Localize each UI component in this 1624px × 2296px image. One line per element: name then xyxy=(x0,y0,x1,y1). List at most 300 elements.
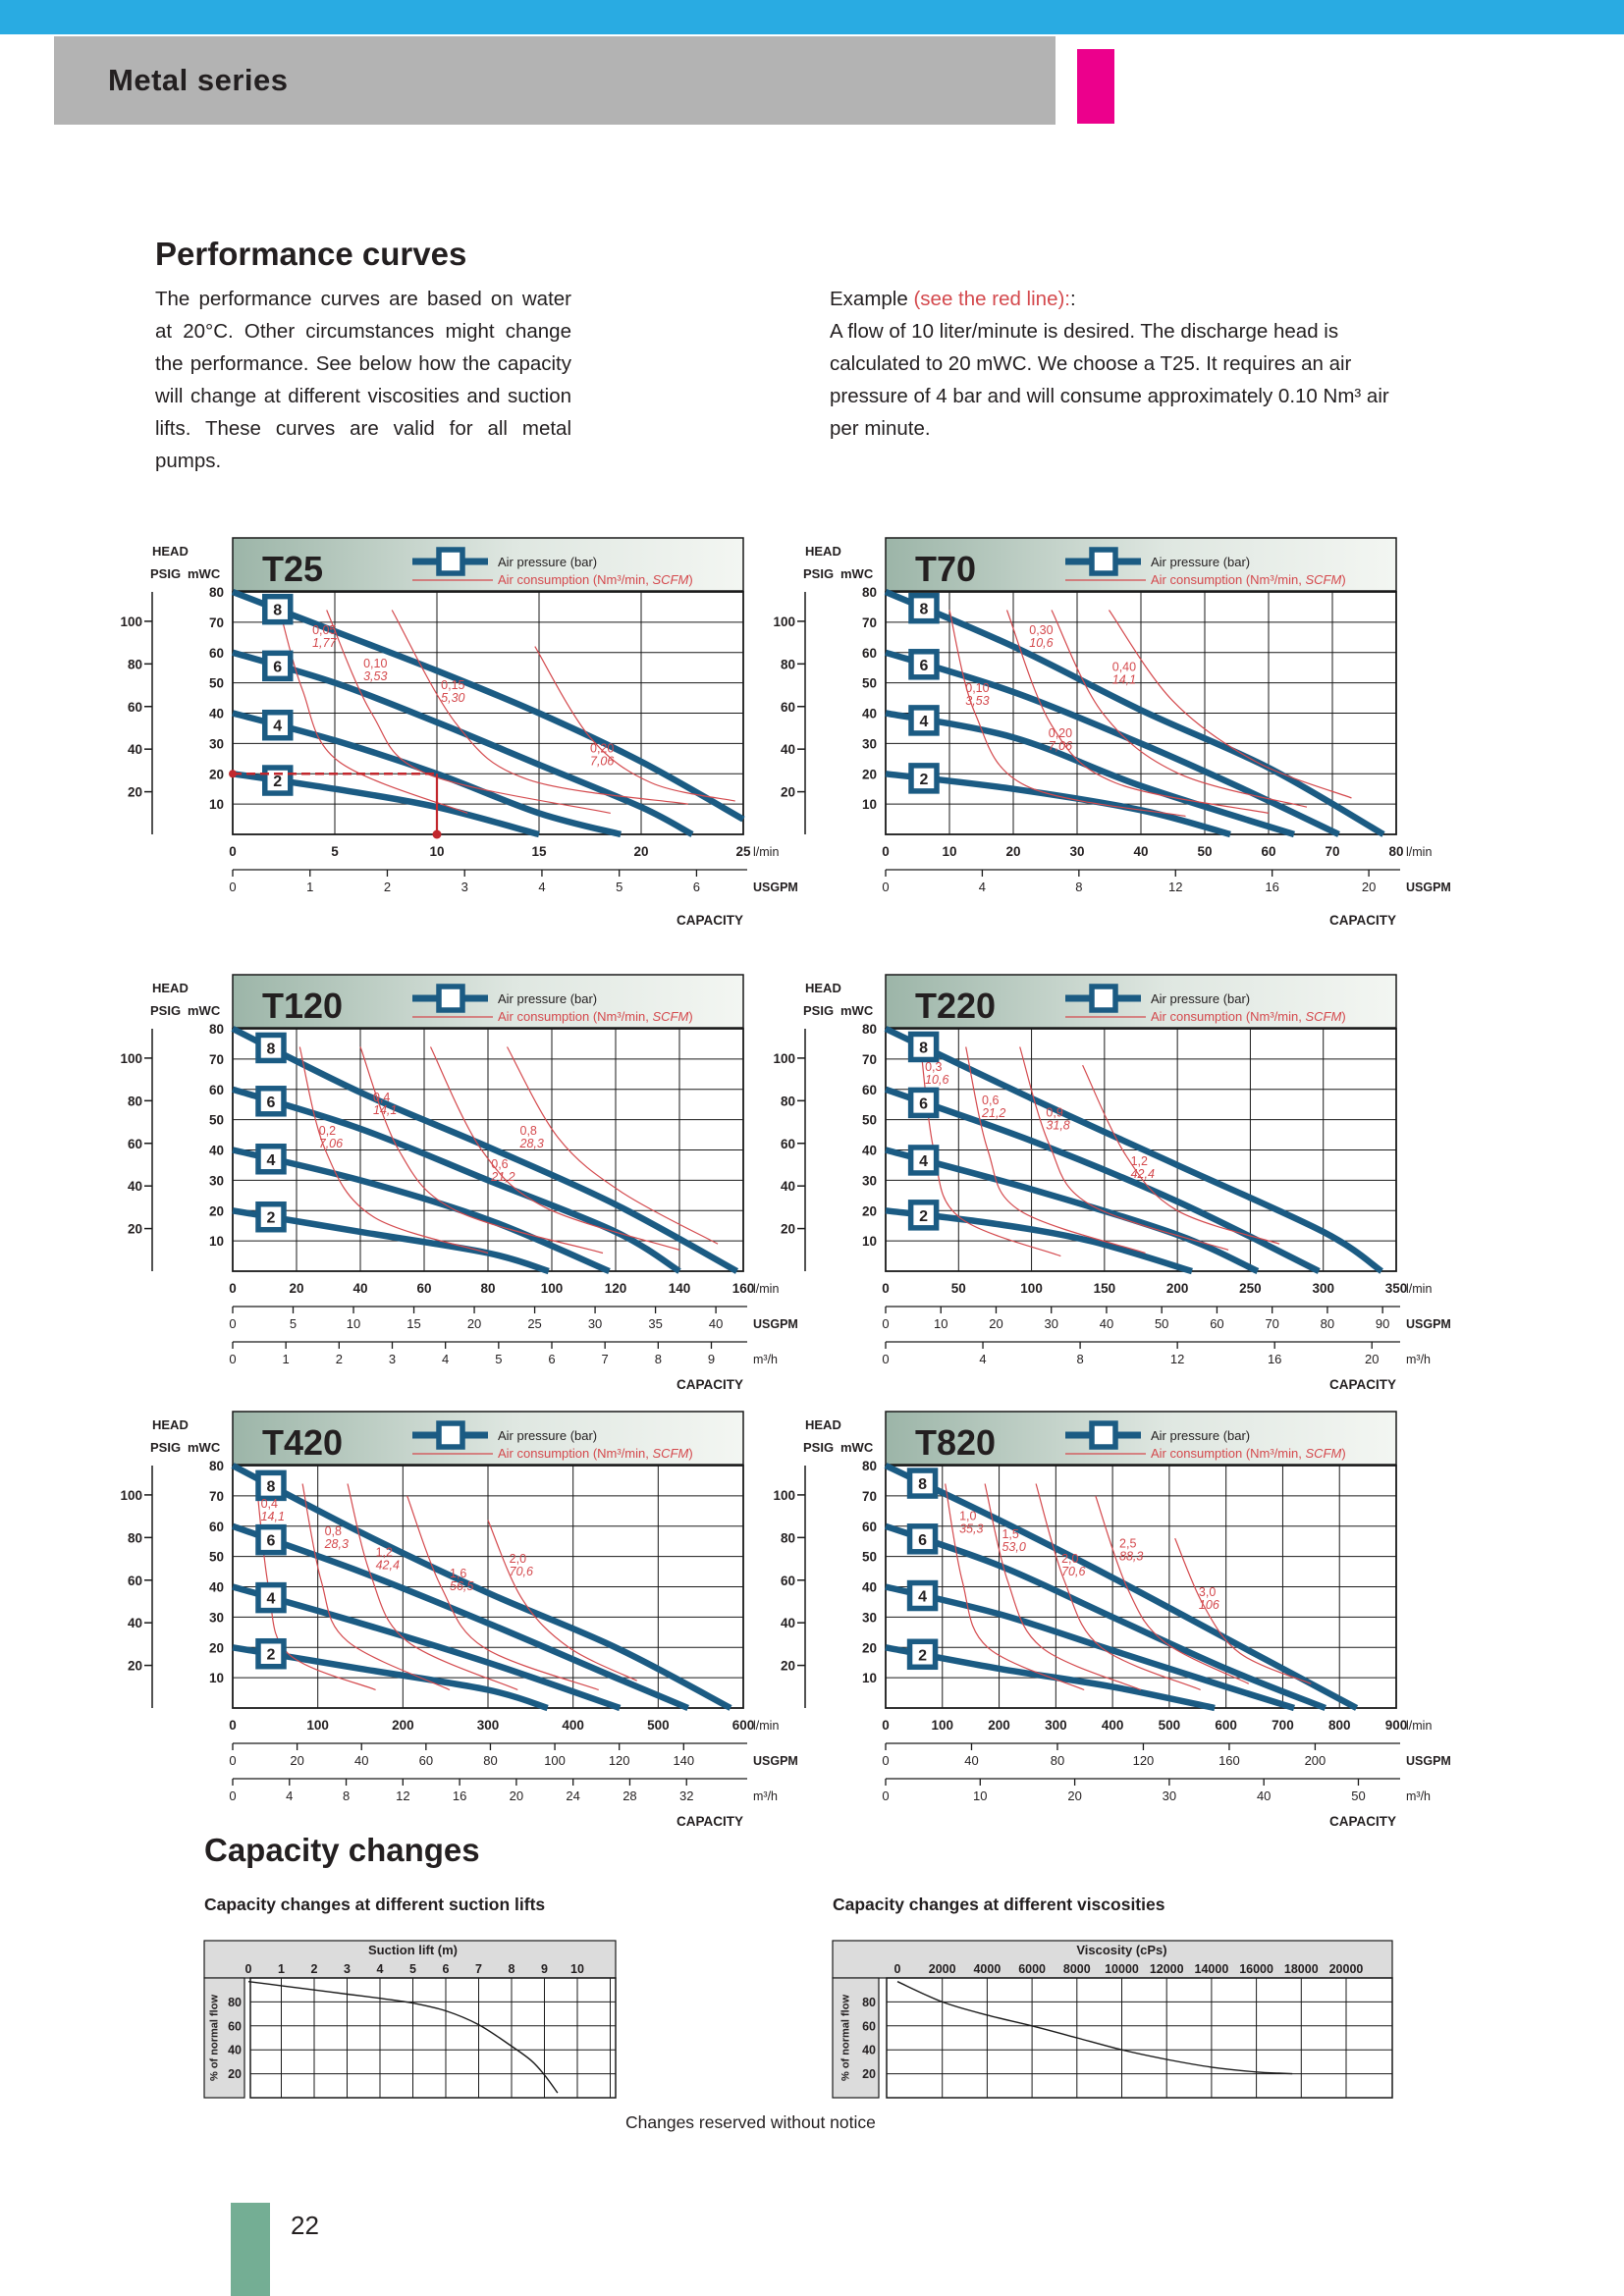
mwc-tick-label: 20 xyxy=(861,767,877,782)
chart-t420 xyxy=(120,1406,800,1842)
m3h-tick-label: 5 xyxy=(495,1352,503,1366)
x-tick-label: 10000 xyxy=(1105,1962,1139,1976)
consumption-value-scfm: 3,53 xyxy=(363,669,388,684)
svg-text:20: 20 xyxy=(127,1221,142,1237)
svg-text:80: 80 xyxy=(780,1530,795,1546)
lmin-tick-label: 500 xyxy=(647,1718,670,1733)
m3h-tick-label: 16 xyxy=(1267,1352,1282,1366)
mwc-axis-label: mWC xyxy=(840,566,874,581)
head-axis-label: HEAD xyxy=(152,1417,189,1432)
legend-consumption-label: Air consumption (Nm³/min, SCFM) xyxy=(1151,572,1346,587)
usgpm-tick-label: 16 xyxy=(1265,880,1279,894)
usgpm-tick-label: 1 xyxy=(306,880,314,894)
lmin-tick-label: 20 xyxy=(1005,844,1021,859)
pump-model-title: T70 xyxy=(915,549,977,589)
x-scales xyxy=(229,1281,798,1392)
example-red-note: (see the red line): xyxy=(913,288,1070,310)
psig-axis-label: PSIG xyxy=(803,1440,835,1455)
x-tick-label: 7 xyxy=(475,1962,482,1976)
m3h-tick-label: 30 xyxy=(1162,1789,1177,1803)
pressure-box-value: 4 xyxy=(273,718,283,735)
lmin-tick-label: 200 xyxy=(392,1718,414,1733)
consumption-value-nm3: 1,0 xyxy=(959,1509,977,1523)
lmin-tick-label: 400 xyxy=(1101,1718,1124,1733)
psig-axis xyxy=(120,592,152,834)
lmin-tick-label: 150 xyxy=(1093,1281,1116,1296)
legend-consumption-label: Air consumption (Nm³/min, SCFM) xyxy=(498,1009,693,1024)
mwc-tick-label: 50 xyxy=(861,1549,877,1565)
mwc-tick-label: 50 xyxy=(861,675,877,691)
legend-pressure-label: Air pressure (bar) xyxy=(1151,991,1251,1006)
consumption-value-nm3: 0,2 xyxy=(318,1124,337,1139)
m3h-tick-label: 50 xyxy=(1351,1789,1366,1803)
consumption-value-scfm: 21,2 xyxy=(491,1170,515,1185)
m3h-tick-label: 0 xyxy=(229,1352,237,1366)
mwc-tick-label: 80 xyxy=(208,585,224,600)
lmin-tick-label: 50 xyxy=(1197,844,1213,859)
mwc-axis-label: mWC xyxy=(840,1440,874,1455)
m3h-unit-label: m³/h xyxy=(1406,1353,1431,1366)
lmin-tick-label: 400 xyxy=(562,1718,584,1733)
mwc-tick-label: 60 xyxy=(861,1082,877,1097)
mwc-tick-label: 70 xyxy=(861,1488,877,1504)
usgpm-tick-label: 60 xyxy=(418,1753,434,1768)
mwc-tick-label: 60 xyxy=(208,1082,224,1097)
svg-text:80: 80 xyxy=(127,1530,142,1546)
consumption-curve xyxy=(1175,1538,1312,1683)
svg-text:80: 80 xyxy=(780,657,795,672)
example-prefix: Example xyxy=(830,288,914,310)
capacity-axis-label: CAPACITY xyxy=(1328,1814,1396,1829)
y-tick-label: 40 xyxy=(228,2043,242,2057)
usgpm-tick-label: 3 xyxy=(460,880,468,894)
usgpm-tick-label: 100 xyxy=(544,1753,566,1768)
lmin-tick-label: 60 xyxy=(1261,844,1276,859)
consumption-value-nm3: 1,5 xyxy=(1001,1527,1019,1542)
lmin-tick-label: 160 xyxy=(731,1281,755,1296)
lmin-tick-label: 700 xyxy=(1272,1718,1294,1733)
mwc-tick-label: 80 xyxy=(861,585,877,600)
psig-axis xyxy=(773,1029,805,1271)
usgpm-tick-label: 50 xyxy=(1154,1316,1169,1331)
consumption-value-scfm: 106 xyxy=(1198,1597,1219,1612)
mwc-tick-label: 60 xyxy=(208,1519,224,1534)
psig-axis xyxy=(120,1029,152,1271)
air-pressure-legend-icon xyxy=(1092,1423,1115,1447)
mwc-tick-label: 30 xyxy=(208,1610,224,1626)
usgpm-tick-label: 30 xyxy=(587,1316,603,1331)
usgpm-tick-label: 140 xyxy=(673,1753,695,1768)
x-tick-label: 16000 xyxy=(1239,1962,1273,1976)
consumption-value-nm3: 0,8 xyxy=(519,1124,537,1139)
mwc-tick-label: 30 xyxy=(861,736,877,752)
consumption-curves xyxy=(280,611,735,814)
mwc-tick-label: 40 xyxy=(208,706,224,721)
mwc-tick-label: 80 xyxy=(208,1459,224,1473)
lmin-tick-label: 30 xyxy=(1069,844,1085,859)
lmin-tick-label: 10 xyxy=(942,844,957,859)
mwc-tick-label: 70 xyxy=(208,614,224,630)
mwc-tick-label: 40 xyxy=(861,1143,877,1158)
m3h-tick-label: 8 xyxy=(1076,1352,1084,1366)
mwc-tick-label: 30 xyxy=(208,1173,224,1189)
mwc-axis-label: mWC xyxy=(188,1003,221,1018)
m3h-tick-label: 6 xyxy=(548,1352,556,1366)
x-tick-label: 4000 xyxy=(973,1962,1001,1976)
x-tick-label: 18000 xyxy=(1283,1962,1319,1976)
mwc-tick-label: 60 xyxy=(861,1519,877,1534)
pressure-box-value: 6 xyxy=(266,1094,276,1111)
mwc-axis-label: mWC xyxy=(188,1440,221,1455)
lmin-tick-label: 100 xyxy=(1020,1281,1043,1296)
m3h-tick-label: 2 xyxy=(335,1352,343,1366)
m3h-tick-label: 20 xyxy=(509,1789,524,1803)
lmin-tick-label: 20 xyxy=(633,844,649,859)
pressure-box-value: 6 xyxy=(918,1531,928,1549)
lmin-tick-label: 80 xyxy=(1388,844,1404,859)
svg-text:100: 100 xyxy=(773,1487,795,1503)
usgpm-tick-label: 5 xyxy=(616,880,623,894)
capacity-axis-label: CAPACITY xyxy=(676,913,743,928)
usgpm-unit-label: USGPM xyxy=(1406,881,1451,894)
consumption-value-nm3: 1,6 xyxy=(450,1567,467,1581)
consumption-value-scfm: 70,6 xyxy=(1061,1564,1086,1578)
mwc-axis-label: mWC xyxy=(188,566,221,581)
air-pressure-legend-icon xyxy=(439,550,462,573)
mwc-tick-label: 20 xyxy=(861,1203,877,1219)
page-number: 22 xyxy=(291,2211,319,2240)
mwc-tick-label: 10 xyxy=(208,1234,224,1250)
svg-text:40: 40 xyxy=(127,1179,142,1195)
x-tick-label: 0 xyxy=(893,1962,901,1976)
pump-model-title: T220 xyxy=(915,986,997,1026)
top-accent-bar xyxy=(0,0,1624,34)
x-scales xyxy=(229,1718,798,1829)
mwc-tick-label: 50 xyxy=(861,1112,877,1128)
m3h-tick-label: 40 xyxy=(1256,1789,1272,1803)
usgpm-tick-label: 60 xyxy=(1210,1316,1224,1331)
usgpm-tick-label: 40 xyxy=(353,1753,369,1768)
lmin-tick-label: 300 xyxy=(1045,1718,1067,1733)
lmin-tick-label: 120 xyxy=(604,1281,627,1296)
chart-t25 xyxy=(120,532,800,969)
psig-axis xyxy=(120,1466,152,1708)
lmin-tick-label: 100 xyxy=(540,1281,564,1296)
lmin-tick-label: 10 xyxy=(429,844,445,859)
usgpm-tick-label: 80 xyxy=(483,1753,498,1768)
usgpm-tick-label: 20 xyxy=(290,1753,304,1768)
usgpm-unit-label: USGPM xyxy=(1406,1754,1451,1768)
legend-pressure-label: Air pressure (bar) xyxy=(1151,1428,1251,1443)
example-body: A flow of 10 liter/minute is desired. The discharge head is calculated to 20 mWC. We choose a T25. It requires an air pressure of 4 bar and will consume approximately 0.10 Nm³ air per minute. xyxy=(830,320,1389,440)
consumption-value-scfm: 56,5 xyxy=(450,1579,474,1594)
pressure-box-value: 2 xyxy=(918,1647,928,1665)
x-tick-label: 20000 xyxy=(1328,1962,1364,1976)
lmin-tick-label: 25 xyxy=(735,844,751,859)
lmin-tick-label: 0 xyxy=(882,1281,890,1296)
usgpm-tick-label: 80 xyxy=(1050,1753,1065,1768)
lmin-tick-label: 900 xyxy=(1384,1718,1408,1733)
consumption-value-scfm: 10,6 xyxy=(1029,636,1054,651)
pump-model-title: T820 xyxy=(915,1422,997,1463)
svg-text:20: 20 xyxy=(127,1658,142,1674)
usgpm-unit-label: USGPM xyxy=(1406,1317,1451,1331)
air-pressure-legend-icon xyxy=(439,987,462,1010)
capacity-curve xyxy=(897,1982,1292,2074)
mwc-tick-label: 40 xyxy=(861,706,877,721)
svg-text:20: 20 xyxy=(780,1221,795,1237)
m3h-unit-label: m³/h xyxy=(1406,1789,1431,1803)
svg-text:80: 80 xyxy=(127,1094,142,1109)
consumption-value-nm3: 0,4 xyxy=(373,1091,391,1105)
consumption-value-nm3: 0,8 xyxy=(324,1524,342,1539)
usgpm-tick-label: 12 xyxy=(1168,880,1183,894)
x-tick-label: 9 xyxy=(541,1962,548,1976)
magenta-accent-square xyxy=(1077,49,1114,124)
legend-pressure-label: Air pressure (bar) xyxy=(498,991,598,1006)
legend-consumption-label: Air consumption (Nm³/min, SCFM) xyxy=(498,1446,693,1461)
air-pressure-legend-icon xyxy=(1092,987,1115,1010)
x-tick-label: 6 xyxy=(442,1962,450,1976)
lmin-tick-label: 40 xyxy=(1133,844,1149,859)
svg-text:20: 20 xyxy=(780,784,795,800)
x-tick-label: 5 xyxy=(409,1962,416,1976)
consumption-value-nm3: 0,40 xyxy=(1111,660,1137,674)
x-tick-label: 4 xyxy=(376,1962,384,1976)
lmin-unit-label: l/min xyxy=(1406,1282,1433,1296)
svg-text:40: 40 xyxy=(780,1179,795,1195)
m3h-tick-label: 24 xyxy=(566,1789,580,1803)
lmin-tick-label: 100 xyxy=(931,1718,954,1733)
usgpm-tick-label: 4 xyxy=(538,880,546,894)
pressure-box-value: 4 xyxy=(919,713,929,730)
consumption-value-scfm: 42,4 xyxy=(375,1558,400,1573)
m3h-tick-label: 3 xyxy=(388,1352,397,1366)
air-pressure-legend-icon xyxy=(1092,550,1115,573)
mwc-axis-label: mWC xyxy=(840,1003,874,1018)
consumption-value-scfm: 10,6 xyxy=(925,1073,949,1088)
consumption-value-scfm: 14,1 xyxy=(373,1103,398,1118)
consumption-value-nm3: 1,2 xyxy=(375,1545,393,1560)
m3h-tick-label: 8 xyxy=(654,1352,662,1366)
svg-text:80: 80 xyxy=(127,657,142,672)
x-tick-label: 6000 xyxy=(1018,1962,1047,1976)
m3h-tick-label: 10 xyxy=(973,1789,988,1803)
x-tick-label: 8000 xyxy=(1062,1962,1091,1976)
usgpm-tick-label: 120 xyxy=(1132,1753,1155,1768)
lmin-tick-label: 0 xyxy=(229,844,237,859)
mwc-tick-label: 60 xyxy=(208,645,224,661)
mwc-tick-label: 50 xyxy=(208,675,224,691)
pressure-box-value: 6 xyxy=(919,657,929,674)
usgpm-tick-label: 10 xyxy=(346,1316,361,1331)
lmin-tick-label: 200 xyxy=(988,1718,1010,1733)
svg-text:60: 60 xyxy=(780,1136,795,1151)
x-tick-label: 10 xyxy=(570,1962,584,1976)
pump-model-title: T25 xyxy=(262,549,324,589)
x-tick-label: 3 xyxy=(344,1962,351,1976)
m3h-tick-label: 9 xyxy=(707,1352,716,1366)
capacity-chart-viscosity xyxy=(825,1929,1414,2110)
mwc-tick-label: 40 xyxy=(208,1143,224,1158)
pressure-box-value: 6 xyxy=(919,1095,929,1113)
chart-t820 xyxy=(773,1406,1453,1842)
mwc-tick-label: 50 xyxy=(208,1112,224,1128)
pressure-box-value: 4 xyxy=(266,1151,276,1169)
usgpm-tick-label: 0 xyxy=(882,1316,890,1331)
usgpm-tick-label: 120 xyxy=(608,1753,630,1768)
usgpm-unit-label: USGPM xyxy=(753,1317,798,1331)
lmin-tick-label: 60 xyxy=(416,1281,432,1296)
capacity-chart-suction-lift xyxy=(187,1929,638,2110)
svg-text:60: 60 xyxy=(127,699,142,715)
m3h-tick-label: 20 xyxy=(1365,1352,1380,1366)
consumption-value-scfm: 28,3 xyxy=(324,1537,349,1552)
lmin-tick-label: 5 xyxy=(331,844,339,859)
consumption-value-nm3: 3,0 xyxy=(1198,1584,1217,1599)
pressure-box-value: 4 xyxy=(919,1152,929,1170)
usgpm-tick-label: 80 xyxy=(1320,1316,1335,1331)
svg-text:100: 100 xyxy=(120,1050,142,1066)
pressure-box-value: 8 xyxy=(918,1476,928,1494)
m3h-tick-label: 16 xyxy=(452,1789,467,1803)
head-axis-label: HEAD xyxy=(805,1417,841,1432)
m3h-tick-label: 0 xyxy=(229,1789,237,1803)
usgpm-tick-label: 90 xyxy=(1375,1316,1390,1331)
mwc-tick-label: 70 xyxy=(861,614,877,630)
usgpm-tick-label: 0 xyxy=(229,1316,237,1331)
y-axis-title: % of normal flow xyxy=(839,1995,852,2081)
y-tick-label: 80 xyxy=(228,1995,242,2009)
pressure-box-value: 6 xyxy=(266,1532,276,1550)
intro-paragraph: The performance curves are based on water at 20°C. Other circumstances might change the performance. See below how the capacity will change at different viscosities and suction lifts. These curves are valid for all metal pumps. xyxy=(155,288,571,472)
usgpm-tick-label: 0 xyxy=(882,880,890,894)
mwc-tick-label: 30 xyxy=(208,736,224,752)
mwc-tick-label: 40 xyxy=(208,1579,224,1595)
capacity-changes-heading: Capacity changes xyxy=(204,1832,480,1868)
y-tick-label: 60 xyxy=(228,2019,242,2034)
x-scales xyxy=(882,1281,1451,1392)
lmin-tick-label: 200 xyxy=(1165,1281,1189,1296)
mwc-tick-label: 60 xyxy=(861,645,877,661)
consumption-value-scfm: 7,06 xyxy=(1048,739,1073,754)
consumption-value-nm3: 1,2 xyxy=(1130,1153,1148,1168)
consumption-value-nm3: 0,30 xyxy=(1029,623,1054,638)
example-paragraph xyxy=(830,283,1415,445)
consumption-value-nm3: 0,6 xyxy=(491,1157,509,1172)
usgpm-tick-label: 8 xyxy=(1075,880,1083,894)
m3h-tick-label: 28 xyxy=(623,1789,637,1803)
consumption-value-nm3: 0,6 xyxy=(982,1094,1000,1108)
pressure-box-value: 8 xyxy=(273,602,283,619)
lmin-tick-label: 500 xyxy=(1158,1718,1181,1733)
x-scales xyxy=(882,1718,1451,1829)
legend-consumption-label: Air consumption (Nm³/min, SCFM) xyxy=(1151,1446,1346,1461)
lmin-unit-label: l/min xyxy=(753,845,780,859)
series-title: Metal series xyxy=(108,63,289,97)
usgpm-tick-label: 15 xyxy=(406,1316,421,1331)
head-axis-label: HEAD xyxy=(152,981,189,995)
consumption-value-nm3: 2,0 xyxy=(1061,1551,1079,1566)
head-axis-label: HEAD xyxy=(805,544,841,559)
m3h-tick-label: 32 xyxy=(678,1789,694,1803)
lmin-unit-label: l/min xyxy=(1406,845,1433,859)
usgpm-tick-label: 30 xyxy=(1044,1316,1058,1331)
example-heading: Example (see the red line):: xyxy=(830,288,1076,310)
head-axis-label: HEAD xyxy=(805,981,841,995)
pressure-box-value: 4 xyxy=(266,1590,276,1608)
pump-model-title: T420 xyxy=(262,1422,344,1463)
pressure-box-value: 6 xyxy=(273,659,283,676)
lmin-unit-label: l/min xyxy=(753,1719,780,1733)
plot-grid xyxy=(250,1978,616,2098)
lmin-unit-label: l/min xyxy=(753,1282,780,1296)
viscosity-subtitle: Capacity changes at different viscosities xyxy=(833,1895,1165,1914)
mwc-tick-label: 10 xyxy=(861,1671,877,1686)
lmin-tick-label: 0 xyxy=(229,1718,237,1733)
consumption-value-nm3: 0,20 xyxy=(590,741,615,756)
plot-grid xyxy=(887,1978,1392,2098)
consumption-value-scfm: 14,1 xyxy=(1111,672,1137,687)
consumption-value-scfm: 3,53 xyxy=(965,693,990,708)
psig-axis-label: PSIG xyxy=(150,1440,182,1455)
lmin-tick-label: 600 xyxy=(1215,1718,1237,1733)
lmin-tick-label: 80 xyxy=(480,1281,496,1296)
consumption-value-nm3: 0,10 xyxy=(363,657,388,671)
m3h-unit-label: m³/h xyxy=(753,1353,778,1366)
consumption-value-nm3: 2,0 xyxy=(509,1551,527,1566)
x-tick-label: 8 xyxy=(508,1962,515,1976)
lmin-tick-label: 50 xyxy=(950,1281,966,1296)
x-tick-label: 14000 xyxy=(1194,1962,1229,1976)
x-scales xyxy=(229,844,798,928)
svg-text:40: 40 xyxy=(127,1616,142,1631)
psig-axis xyxy=(773,1466,805,1708)
m3h-tick-label: 4 xyxy=(979,1352,987,1366)
pressure-box-value: 2 xyxy=(266,1646,276,1664)
svg-text:100: 100 xyxy=(120,614,142,629)
mwc-tick-label: 70 xyxy=(208,1488,224,1504)
lmin-tick-label: 350 xyxy=(1384,1281,1408,1296)
svg-text:20: 20 xyxy=(127,784,142,800)
consumption-value-nm3: 0,9 xyxy=(1046,1105,1063,1120)
svg-text:100: 100 xyxy=(773,614,795,629)
m3h-tick-label: 4 xyxy=(286,1789,294,1803)
consumption-value-scfm: 35,3 xyxy=(959,1522,984,1536)
lmin-tick-label: 0 xyxy=(229,1281,237,1296)
pressure-box-value: 4 xyxy=(918,1588,928,1606)
suction-lift-subtitle: Capacity changes at different suction lifts xyxy=(204,1895,546,1914)
m3h-unit-label: m³/h xyxy=(753,1789,778,1803)
usgpm-tick-label: 40 xyxy=(964,1753,979,1768)
usgpm-unit-label: USGPM xyxy=(753,1754,798,1768)
x-tick-label: 0 xyxy=(244,1962,252,1976)
svg-text:80: 80 xyxy=(780,1094,795,1109)
usgpm-tick-label: 20 xyxy=(989,1316,1003,1331)
consumption-value-scfm: 5,30 xyxy=(441,690,465,705)
changes-reserved-note: Changes reserved without notice xyxy=(625,2112,876,2132)
usgpm-tick-label: 0 xyxy=(229,880,237,894)
usgpm-tick-label: 5 xyxy=(289,1316,298,1331)
pressure-box-value: 8 xyxy=(919,1040,929,1057)
x-tick-label: 1 xyxy=(278,1962,285,1976)
legend-consumption-label: Air consumption (Nm³/min, SCFM) xyxy=(498,572,693,587)
usgpm-tick-label: 40 xyxy=(708,1316,724,1331)
capacity-axis-label: CAPACITY xyxy=(676,1377,743,1392)
consumption-value-scfm: 1,77 xyxy=(312,636,337,651)
svg-text:20: 20 xyxy=(780,1658,795,1674)
consumption-curve xyxy=(1110,611,1352,798)
